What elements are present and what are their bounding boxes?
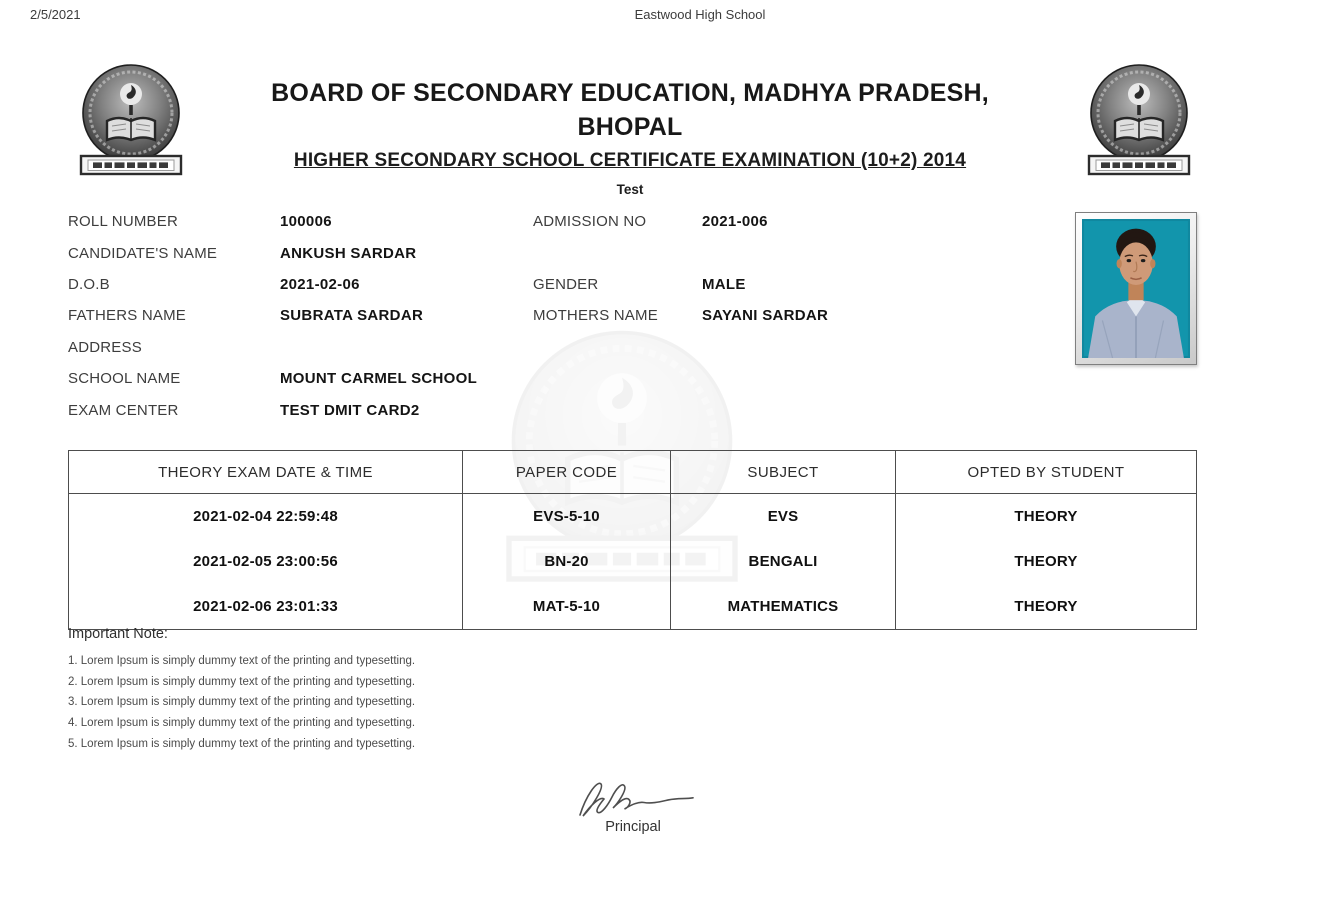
- note-item: 3. Lorem Ipsum is simply dummy text of the printing and typesetting.: [68, 696, 416, 709]
- notes-title: Important Note:: [68, 626, 168, 642]
- table-row: [69, 494, 1197, 540]
- student-photo: [1075, 212, 1197, 365]
- table-cell: THEORY: [896, 494, 1197, 540]
- detail-label: MOTHERS NAME: [533, 307, 658, 325]
- exam-schedule-table: [68, 450, 1197, 630]
- detail-value: ANKUSH SARDAR: [280, 244, 417, 262]
- detail-label: GENDER: [533, 275, 599, 293]
- note-item: 4. Lorem Ipsum is simply dummy text of the printing and typesetting.: [68, 717, 416, 730]
- table-cell: MAT-5-10: [463, 584, 671, 630]
- detail-label: SCHOOL NAME: [68, 370, 181, 388]
- detail-value: TEST DMIT CARD2: [280, 401, 420, 419]
- detail-value: SAYANI SARDAR: [702, 307, 829, 325]
- print-date: 2/5/2021: [30, 7, 81, 22]
- table-cell: MATHEMATICS: [671, 584, 896, 630]
- table-header-cell: PAPER CODE: [463, 451, 671, 494]
- board-logo-left-icon: [76, 63, 186, 178]
- table-header-row: [69, 451, 1197, 494]
- detail-label: ROLL NUMBER: [68, 213, 178, 231]
- board-name-line1: BOARD OF SECONDARY EDUCATION, MADHYA PRADESH,: [271, 79, 989, 107]
- table-cell: 2021-02-06 23:01:33: [69, 584, 463, 630]
- table-cell: 2021-02-04 22:59:48: [69, 494, 463, 540]
- principal-signature-icon: [566, 775, 700, 821]
- notes-list: [68, 651, 415, 755]
- note-item: 2. Lorem Ipsum is simply dummy text of the printing and typesetting.: [68, 675, 416, 688]
- table-header-cell: SUBJECT: [671, 451, 896, 494]
- detail-label: EXAM CENTER: [68, 401, 179, 419]
- table-cell: THEORY: [896, 584, 1197, 630]
- table-row: [69, 539, 1197, 584]
- print-school-title: Eastwood High School: [634, 7, 766, 22]
- detail-value: MALE: [702, 275, 746, 293]
- detail-label: ADDRESS: [68, 338, 142, 356]
- table-cell: BENGALI: [671, 539, 896, 584]
- student-photo-image: [1082, 219, 1190, 358]
- detail-value: MOUNT CARMEL SCHOOL: [280, 370, 478, 388]
- board-logo-right-icon: [1084, 63, 1194, 178]
- table-header-cell: OPTED BY STUDENT: [896, 451, 1197, 494]
- table-header-cell: THEORY EXAM DATE & TIME: [69, 451, 463, 494]
- table-row: [69, 584, 1197, 630]
- detail-value: SUBRATA SARDAR: [280, 307, 424, 325]
- principal-label: Principal: [605, 819, 661, 835]
- exam-type: Test: [616, 182, 644, 197]
- exam-title: HIGHER SECONDARY SCHOOL CERTIFICATE EXAMINATION (10+2) 2014: [293, 150, 967, 171]
- note-item: 5. Lorem Ipsum is simply dummy text of the printing and typesetting.: [68, 737, 416, 750]
- detail-value: 2021-006: [702, 213, 768, 231]
- detail-label: ADMISSION NO: [533, 213, 647, 231]
- detail-value: 100006: [280, 213, 332, 231]
- table-cell: EVS: [671, 494, 896, 540]
- detail-label: FATHERS NAME: [68, 307, 186, 325]
- note-item: 1. Lorem Ipsum is simply dummy text of the printing and typesetting.: [68, 655, 416, 667]
- table-cell: EVS-5-10: [463, 494, 671, 540]
- board-name-line2: BHOPAL: [577, 113, 683, 141]
- detail-value: 2021-02-06: [280, 275, 360, 293]
- header-title-block: [185, 76, 1075, 197]
- detail-label: CANDIDATE'S NAME: [68, 244, 218, 262]
- student-details: [68, 206, 1068, 426]
- table-cell: BN-20: [463, 539, 671, 584]
- detail-label: D.O.B: [68, 275, 110, 293]
- table-cell: THEORY: [896, 539, 1197, 584]
- table-cell: 2021-02-05 23:00:56: [69, 539, 463, 584]
